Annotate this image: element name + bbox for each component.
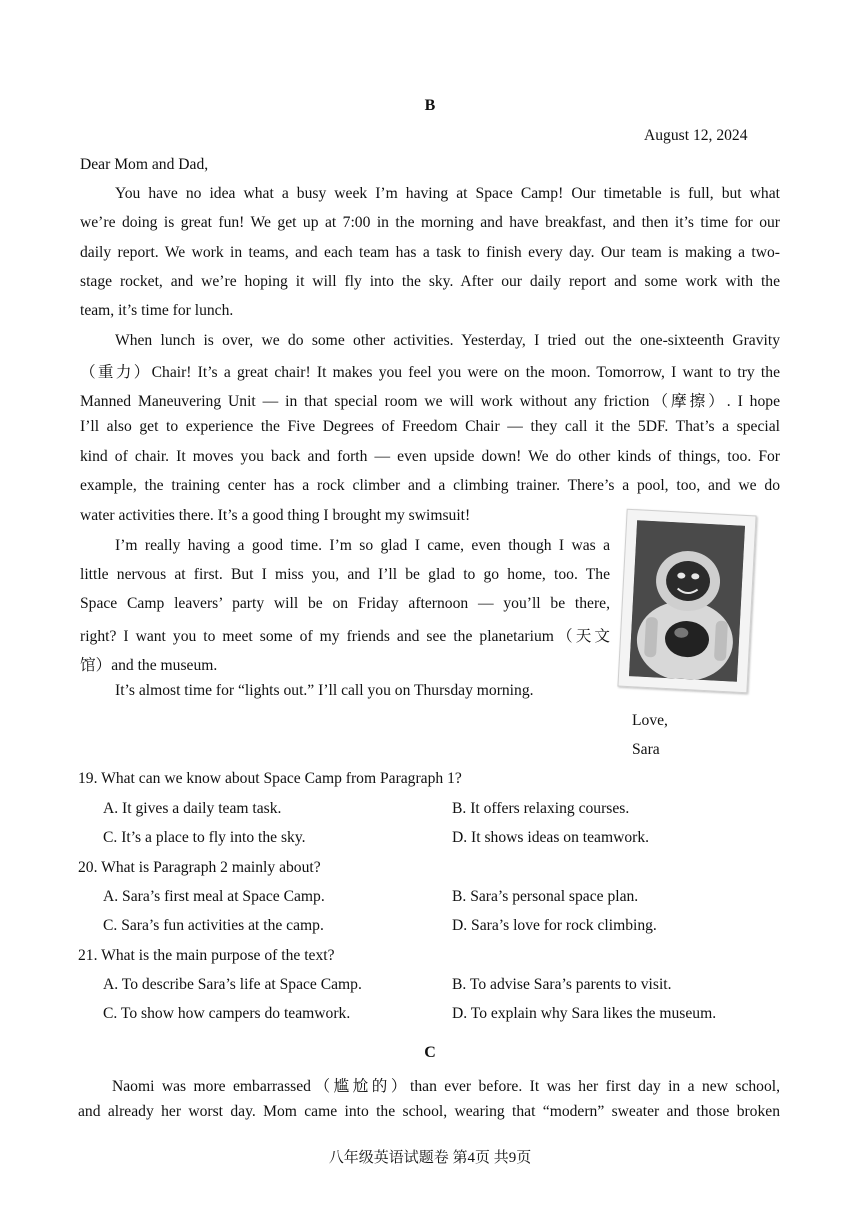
paragraph-3-line: I’m really having a good time. I’m so glad I came, even though I was a (115, 537, 610, 554)
astronaut-photo (617, 509, 756, 694)
question-21: 21. What is the main purpose of the text? (78, 947, 335, 964)
page-footer: 八年级英语试题卷 第4页 共9页 (328, 1150, 532, 1166)
paragraph-2-line: I’ll also get to experience the Five Degrees of Freedom Chair — they call it the 5DF. That’s a special (80, 418, 780, 435)
section-c-line: and already her worst day. Mom came into the school, wearing that “modern” sweater and those broken (78, 1103, 780, 1120)
paragraph-1-line: we’re doing is great fun! We get up at 7:00 in the morning and have breakfast, and then it’s time for our (80, 214, 780, 231)
paragraph-2-line: Manned Maneuvering Unit — in that special room we will work without any friction（摩擦）. I hope (80, 393, 780, 410)
paragraph-2-line: example, the training center has a rock climber and a climbing trainer. There’s a pool, too, and we do (80, 477, 780, 494)
paragraph-1-line: team, it’s time for lunch. (80, 302, 234, 319)
astronaut-figure-icon (629, 520, 745, 681)
question-19-option-c: C. It’s a place to fly into the sky. (103, 829, 306, 846)
paragraph-1-line: You have no idea what a busy week I’m having at Space Camp! Our timetable is full, but what (115, 185, 780, 202)
section-heading-b: B (424, 97, 436, 114)
question-21-option-d: D. To explain why Sara likes the museum. (452, 1005, 717, 1022)
paragraph-3-line: Space Camp leavers’ party will be on Friday afternoon — you’ll be there, (80, 595, 610, 612)
paragraph-2-line: （重力）Chair! It’s a great chair! It makes you feel you were on the moon. Tomorrow, I want to try the (80, 364, 780, 381)
paragraph-3-line: right? I want you to meet some of my friends and see the planetarium（天文 (80, 628, 610, 645)
paragraph-2-line: kind of chair. It moves you back and forth — even upside down! We do other kinds of things, too. For (80, 448, 780, 465)
question-20-option-a: A. Sara’s first meal at Space Camp. (103, 888, 325, 905)
question-20-option-d: D. Sara’s love for rock climbing. (452, 917, 657, 934)
paragraph-1-line: daily report. We work in teams, and each team has a task to finish every day. Our team is making a two- (80, 244, 780, 261)
letter-signature: Sara (632, 741, 660, 758)
question-20: 20. What is Paragraph 2 mainly about? (78, 859, 321, 876)
section-c-line: Naomi was more embarrassed（尴尬的）than ever before. It was her first day in a new school, (112, 1078, 780, 1095)
paragraph-3-line: 馆）and the museum. (80, 657, 218, 674)
paragraph-3-line: little nervous at first. But I miss you, and I’ll be glad to go home, too. The (80, 566, 610, 583)
paragraph-1-line: stage rocket, and we’re hoping it will fly into the sky. After our daily report and some work with the (80, 273, 780, 290)
section-heading-c: C (424, 1044, 436, 1061)
letter-closing: Love, (632, 712, 668, 729)
question-20-option-b: B. Sara’s personal space plan. (452, 888, 639, 905)
question-21-option-c: C. To show how campers do teamwork. (103, 1005, 351, 1022)
question-21-option-b: B. To advise Sara’s parents to visit. (452, 976, 672, 993)
question-19: 19. What can we know about Space Camp from Paragraph 1? (78, 770, 462, 787)
paragraph-4: It’s almost time for “lights out.” I’ll call you on Thursday morning. (115, 682, 534, 699)
paragraph-2-line: water activities there. It’s a good thing I brought my swimsuit! (80, 507, 471, 524)
letter-date: August 12, 2024 (644, 127, 748, 144)
question-19-option-d: D. It shows ideas on teamwork. (452, 829, 650, 846)
question-19-option-b: B. It offers relaxing courses. (452, 800, 630, 817)
question-20-option-c: C. Sara’s fun activities at the camp. (103, 917, 324, 934)
astronaut-image (629, 520, 745, 681)
letter-greeting: Dear Mom and Dad, (80, 156, 209, 173)
paragraph-2-line: When lunch is over, we do some other activities. Yesterday, I tried out the one-sixteenth Gravity (115, 332, 780, 349)
question-21-option-a: A. To describe Sara’s life at Space Camp. (103, 976, 362, 993)
question-19-option-a: A. It gives a daily team task. (103, 800, 282, 817)
